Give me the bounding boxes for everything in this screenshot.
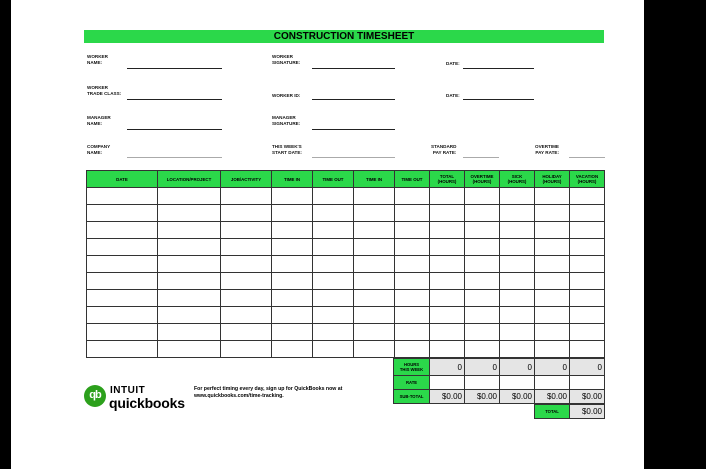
standard-pay-field[interactable] (463, 157, 499, 158)
table-cell[interactable] (313, 256, 354, 273)
table-cell[interactable] (465, 222, 500, 239)
table-cell[interactable] (354, 273, 395, 290)
table-cell[interactable] (221, 205, 272, 222)
rate-cell[interactable] (535, 376, 570, 390)
table-row (87, 188, 605, 205)
table-cell[interactable] (158, 307, 221, 324)
subtotal-value: $0.00 (465, 390, 500, 404)
table-cell[interactable] (354, 307, 395, 324)
table-cell[interactable] (158, 290, 221, 307)
column-header: TOTAL (HOURS) (430, 171, 465, 188)
table-cell[interactable] (570, 222, 605, 239)
table-cell[interactable] (272, 341, 313, 358)
table-cell[interactable] (221, 222, 272, 239)
column-header: VACATION (HOURS) (570, 171, 605, 188)
table-cell[interactable] (570, 307, 605, 324)
table-cell[interactable] (570, 290, 605, 307)
table-cell[interactable] (158, 239, 221, 256)
table-cell[interactable] (535, 188, 570, 205)
column-header: OVERTIME (HOURS) (465, 171, 500, 188)
hours-total-value: 0 (430, 359, 465, 376)
manager-signature-label: MANAGER SIGNATURE: (272, 115, 301, 126)
table-cell[interactable] (500, 239, 535, 256)
table-cell[interactable] (313, 307, 354, 324)
table-cell[interactable] (535, 205, 570, 222)
table-cell[interactable] (158, 324, 221, 341)
table-cell[interactable] (354, 324, 395, 341)
rate-cell[interactable] (570, 376, 605, 390)
table-cell[interactable] (570, 256, 605, 273)
table-cell[interactable] (570, 239, 605, 256)
subtotal-value: $0.00 (430, 390, 465, 404)
table-cell[interactable] (500, 205, 535, 222)
promo-text: For perfect timing every day, sign up for QuickBooks now at www.quickbooks.com/time-tracking. (194, 386, 343, 399)
table-cell[interactable] (395, 239, 430, 256)
table-cell[interactable] (430, 239, 465, 256)
table-cell[interactable] (272, 239, 313, 256)
company-name-label: COMPANY NAME: (87, 144, 111, 155)
table-cell[interactable] (313, 188, 354, 205)
table-cell[interactable] (354, 290, 395, 307)
table-cell[interactable] (272, 205, 313, 222)
manager-signature-field[interactable] (312, 129, 395, 130)
table-cell[interactable] (354, 222, 395, 239)
table-cell[interactable] (465, 290, 500, 307)
table-cell[interactable] (465, 239, 500, 256)
date-label-1: DATE: (446, 61, 460, 66)
date-label-2: DATE: (446, 93, 460, 98)
table-cell[interactable] (535, 256, 570, 273)
table-cell[interactable] (500, 324, 535, 341)
table-cell[interactable] (500, 256, 535, 273)
table-cell[interactable] (272, 273, 313, 290)
table-cell[interactable] (87, 341, 158, 358)
column-header: JOB/ACTIVITY (221, 171, 272, 188)
table-cell[interactable] (465, 324, 500, 341)
table-cell[interactable] (570, 205, 605, 222)
table-cell[interactable] (570, 273, 605, 290)
table-row (87, 222, 605, 239)
table-cell[interactable] (354, 188, 395, 205)
table-cell[interactable] (221, 290, 272, 307)
rate-cell[interactable] (500, 376, 535, 390)
table-cell[interactable] (395, 256, 430, 273)
column-header: HOLIDAY (HOURS) (535, 171, 570, 188)
table-cell[interactable] (272, 290, 313, 307)
hours-row (394, 359, 605, 376)
hours-this-week-label: HOURS THIS WEEK (394, 359, 430, 376)
table-cell[interactable] (158, 256, 221, 273)
table-cell[interactable] (272, 324, 313, 341)
table-cell[interactable] (430, 188, 465, 205)
worker-trade-class-field[interactable] (127, 99, 222, 100)
table-cell[interactable] (430, 307, 465, 324)
table-cell[interactable] (313, 324, 354, 341)
table-cell[interactable] (395, 290, 430, 307)
worker-name-field[interactable] (127, 68, 222, 69)
column-header: TIME IN (272, 171, 313, 188)
table-cell[interactable] (570, 188, 605, 205)
subtotal-row (394, 390, 605, 404)
table-cell[interactable] (87, 256, 158, 273)
date-field-2[interactable] (463, 99, 534, 100)
table-cell[interactable] (354, 341, 395, 358)
timesheet-table (86, 170, 605, 358)
table-cell[interactable] (430, 324, 465, 341)
table-cell[interactable] (221, 324, 272, 341)
table-row (87, 307, 605, 324)
table-cell[interactable] (354, 205, 395, 222)
week-start-label: THIS WEEK'S START DATE: (272, 144, 302, 155)
table-cell[interactable] (535, 273, 570, 290)
summary-table (393, 358, 605, 404)
subtotal-value: $0.00 (500, 390, 535, 404)
column-header: TIME OUT (313, 171, 354, 188)
table-cell[interactable] (354, 239, 395, 256)
table-cell[interactable] (430, 290, 465, 307)
column-header: SICK (HOURS) (500, 171, 535, 188)
table-cell[interactable] (313, 205, 354, 222)
table-cell[interactable] (221, 307, 272, 324)
hours-vacation-value: 0 (570, 359, 605, 376)
table-cell[interactable] (221, 341, 272, 358)
subtotal-label: SUB-TOTAL (394, 390, 430, 404)
table-cell[interactable] (158, 188, 221, 205)
subtotal-value: $0.00 (535, 390, 570, 404)
rate-cell[interactable] (465, 376, 500, 390)
worker-name-label: WORKER NAME: (87, 54, 108, 65)
table-cell[interactable] (500, 273, 535, 290)
table-cell[interactable] (500, 222, 535, 239)
table-cell[interactable] (500, 188, 535, 205)
table-cell[interactable] (535, 324, 570, 341)
table-cell[interactable] (221, 256, 272, 273)
table-row (87, 205, 605, 222)
table-cell[interactable] (465, 341, 500, 358)
company-name-field[interactable] (127, 157, 222, 158)
table-cell[interactable] (430, 341, 465, 358)
table-cell[interactable] (535, 341, 570, 358)
table-cell[interactable] (87, 290, 158, 307)
table-cell[interactable] (465, 188, 500, 205)
quickbooks-wordmark: quickbooks (109, 395, 185, 411)
standard-pay-label: STANDARD PAY RATE: (431, 144, 457, 155)
table-cell[interactable] (221, 188, 272, 205)
table-row (87, 324, 605, 341)
table-cell[interactable] (87, 239, 158, 256)
table-row (87, 256, 605, 273)
intuit-wordmark: INTUIT (110, 385, 146, 396)
overtime-pay-field[interactable] (569, 157, 605, 158)
table-cell[interactable] (500, 290, 535, 307)
table-cell[interactable] (158, 222, 221, 239)
table-cell[interactable] (395, 222, 430, 239)
table-cell[interactable] (535, 307, 570, 324)
table-row (87, 273, 605, 290)
table-cell[interactable] (313, 341, 354, 358)
table-row (87, 290, 605, 307)
table-cell[interactable] (272, 307, 313, 324)
table-cell[interactable] (430, 256, 465, 273)
table-cell[interactable] (430, 205, 465, 222)
hours-holiday-value: 0 (535, 359, 570, 376)
worker-id-label: WORKER ID: (272, 93, 301, 98)
hours-overtime-value: 0 (465, 359, 500, 376)
table-cell[interactable] (158, 273, 221, 290)
table-cell[interactable] (500, 341, 535, 358)
table-cell[interactable] (535, 290, 570, 307)
table-cell[interactable] (465, 273, 500, 290)
worker-trade-class-label: WORKER TRADE CLASS: (87, 85, 122, 96)
table-cell[interactable] (313, 222, 354, 239)
table-cell[interactable] (221, 273, 272, 290)
table-row (87, 239, 605, 256)
table-cell[interactable] (465, 307, 500, 324)
manager-name-field[interactable] (127, 129, 222, 130)
rate-label: RATE (394, 376, 430, 390)
table-cell[interactable] (535, 222, 570, 239)
table-cell[interactable] (395, 324, 430, 341)
week-start-field[interactable] (312, 157, 395, 158)
table-cell[interactable] (354, 256, 395, 273)
table-cell[interactable] (570, 324, 605, 341)
table-row (87, 341, 605, 358)
logo-mark: qb (89, 389, 101, 401)
table-cell[interactable] (87, 307, 158, 324)
table-cell[interactable] (87, 205, 158, 222)
rate-cell[interactable] (430, 376, 465, 390)
total-value: $0.00 (570, 405, 605, 419)
table-cell[interactable] (395, 188, 430, 205)
table-cell[interactable] (395, 205, 430, 222)
column-header: TIME IN (354, 171, 395, 188)
table-cell[interactable] (313, 290, 354, 307)
rate-row (394, 376, 605, 390)
total-table (534, 404, 605, 419)
subtotal-value: $0.00 (570, 390, 605, 404)
worker-id-field[interactable] (312, 99, 395, 100)
worker-signature-field[interactable] (312, 68, 395, 69)
table-cell[interactable] (272, 256, 313, 273)
table-cell[interactable] (313, 273, 354, 290)
worker-signature-label: WORKER SIGNATURE: (272, 54, 301, 65)
page-title: CONSTRUCTION TIMESHEET (84, 30, 604, 43)
table-cell[interactable] (535, 239, 570, 256)
table-cell[interactable] (430, 222, 465, 239)
table-cell[interactable] (158, 341, 221, 358)
manager-name-label: MANAGER NAME: (87, 115, 111, 126)
total-label: TOTAL (535, 405, 570, 419)
hours-sick-value: 0 (500, 359, 535, 376)
table-header-row (87, 171, 605, 188)
table-cell[interactable] (87, 324, 158, 341)
overtime-pay-label: OVERTIME PAY RATE: (535, 144, 559, 155)
column-header: DATE (87, 171, 158, 188)
table-cell[interactable] (395, 341, 430, 358)
table-cell[interactable] (87, 222, 158, 239)
table-cell[interactable] (465, 205, 500, 222)
column-header: TIME OUT (395, 171, 430, 188)
date-field-1[interactable] (463, 68, 534, 69)
table-cell[interactable] (313, 239, 354, 256)
quickbooks-logo-icon (84, 385, 106, 407)
table-cell[interactable] (272, 222, 313, 239)
table-cell[interactable] (570, 341, 605, 358)
table-cell[interactable] (158, 205, 221, 222)
timesheet-page (11, 0, 644, 469)
table-cell[interactable] (465, 256, 500, 273)
table-cell[interactable] (500, 307, 535, 324)
table-cell[interactable] (395, 273, 430, 290)
table-cell[interactable] (221, 239, 272, 256)
table-cell[interactable] (87, 188, 158, 205)
table-body (87, 188, 605, 358)
table-cell[interactable] (430, 273, 465, 290)
table-cell[interactable] (87, 273, 158, 290)
column-header: LOCATION/PROJECT (158, 171, 221, 188)
table-cell[interactable] (272, 188, 313, 205)
table-cell[interactable] (395, 307, 430, 324)
